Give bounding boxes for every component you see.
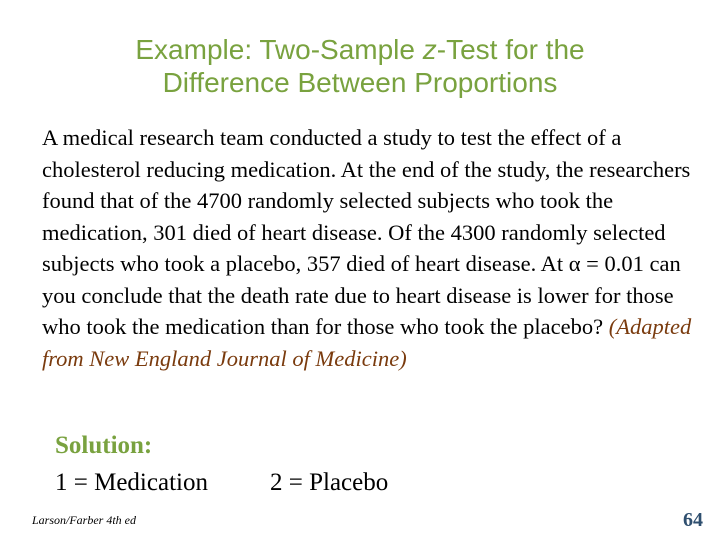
- problem-source: (Adapted from New England Journal of Medicine): [42, 314, 692, 371]
- title-text-end: -Test for the: [436, 34, 585, 65]
- group-1-definition: 1 = Medication: [55, 469, 208, 496]
- slide-title-line-2: Difference Between Proportions: [162, 67, 558, 98]
- page-number: 64: [683, 509, 703, 531]
- slide-title: [0, 33, 720, 99]
- group-2-definition: 2 = Placebo: [270, 469, 389, 496]
- problem-statement: [42, 122, 692, 374]
- slide-title-line-1: [0, 33, 720, 66]
- title-text-start: Example: Two-Sample: [135, 34, 423, 65]
- solution-label: Solution:: [55, 432, 153, 459]
- problem-text: A medical research team conducted a study to test the effect of a cholesterol reducing medication. At the end of the study, the researchers found that of the 4700 randomly selected subjects who took the medication, 301 died of heart disease. Of the 4300 randomly selected subjects who took a placebo, 357 died of heart disease. At α = 0.01 can you conclude that the death rate due to heart disease is lower for those who took the medication than for those who took the placebo?: [42, 125, 691, 339]
- title-z-italic: z: [422, 34, 437, 65]
- footer-credit: Larson/Farber 4th ed: [32, 513, 137, 527]
